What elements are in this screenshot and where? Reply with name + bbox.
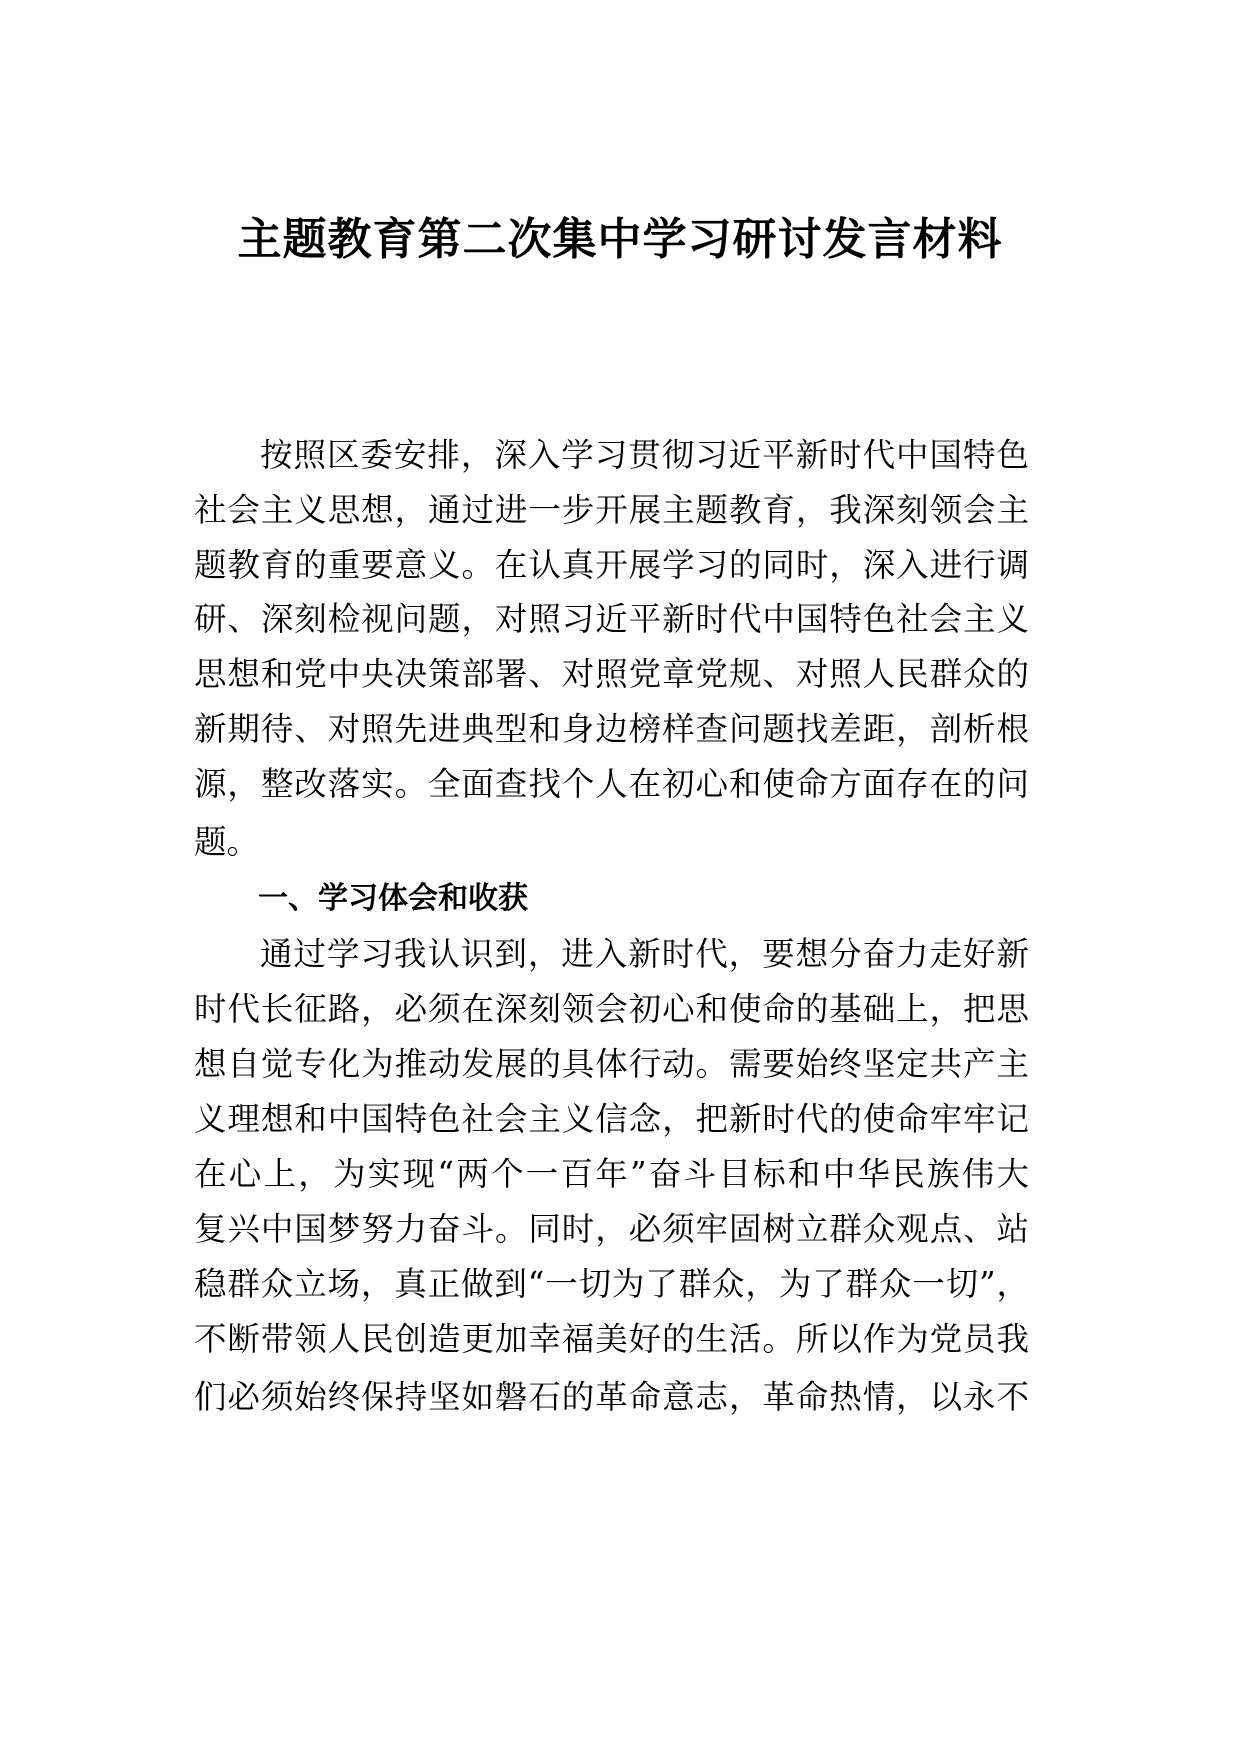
paragraph-line: 想自觉专化为推动发展的具体行动。需要始终坚定共产主 xyxy=(194,1045,1029,1083)
paragraph-line: 在心上，为实现“两个一百年”奋斗目标和中华民族伟大 xyxy=(194,1155,1029,1193)
paragraph-line: 新期待、对照先进典型和身边榜样查问题找差距，剖析根 xyxy=(194,710,1029,748)
paragraph-line: 不断带领人民创造更加幸福美好的生活。所以作为党员我 xyxy=(194,1320,1029,1358)
paragraph-line: 按照区委安排，深入学习贯彻习近平新时代中国特色 xyxy=(260,436,1029,474)
paragraph-line: 通过学习我认识到，进入新时代，要想分奋力走好新 xyxy=(260,935,1029,973)
paragraph-line: 们必须始终保持坚如磐石的革命意志，革命热情，以永不 xyxy=(194,1378,1029,1416)
paragraph-line: 时代长征路，必须在深刻领会初心和使命的基础上，把思 xyxy=(194,990,1029,1028)
paragraph-line: 稳群众立场，真正做到“一切为了群众，为了群众一切”， xyxy=(194,1265,1029,1303)
paragraph-line: 复兴中国梦努力奋斗。同时，必须牢固树立群众观点、站 xyxy=(194,1210,1029,1248)
paragraph-line: 社会主义思想，通过进一步开展主题教育，我深刻领会主 xyxy=(194,491,1029,529)
paragraph-line: 思想和党中央决策部署、对照党章党规、对照人民群众的 xyxy=(194,655,1029,693)
paragraph-line: 题。 xyxy=(194,823,260,861)
paragraph-line: 义理想和中国特色社会主义信念，把新时代的使命牢牢记 xyxy=(194,1100,1029,1138)
paragraph-line: 题教育的重要意义。在认真开展学习的同时，深入进行调 xyxy=(194,546,1029,584)
paragraph-line: 研、深刻检视问题，对照习近平新时代中国特色社会主义 xyxy=(194,600,1029,638)
paragraph-line: 源，整改落实。全面查找个人在初心和使命方面存在的问 xyxy=(194,765,1029,803)
document-title: 主题教育第二次集中学习研讨发言材料 xyxy=(237,214,1003,265)
section-heading: 一、学习体会和收获 xyxy=(258,881,528,916)
